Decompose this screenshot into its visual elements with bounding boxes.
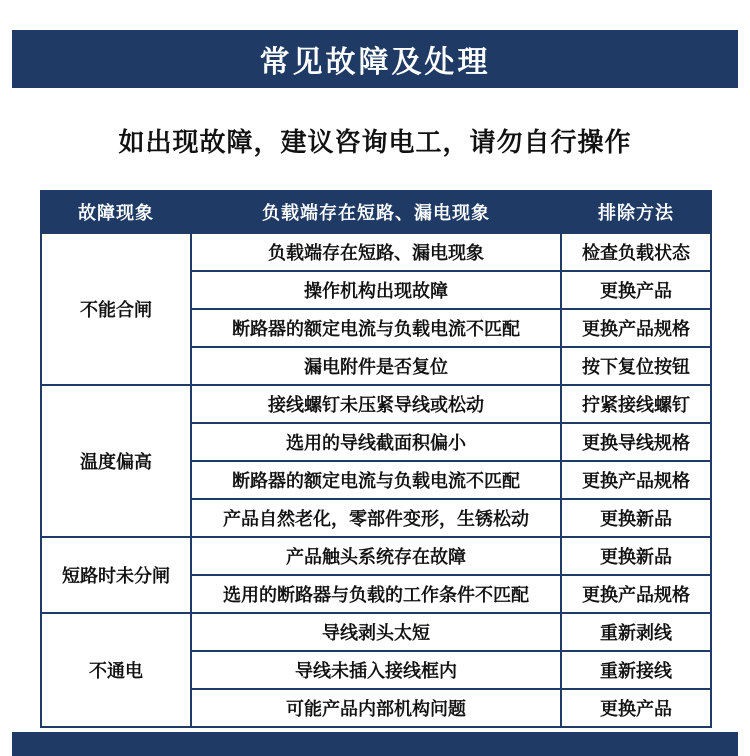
phenomenon-cell: 短路时未分闸 bbox=[41, 537, 191, 613]
solution-cell: 重新接线 bbox=[561, 651, 711, 689]
table-row bbox=[41, 385, 711, 423]
header-row bbox=[41, 191, 711, 233]
page-title: 常见故障及处理 bbox=[259, 46, 491, 79]
solution-cell: 检查负载状态 bbox=[561, 233, 711, 271]
solution-cell: 更换新品 bbox=[561, 537, 711, 575]
solution-cell: 更换产品 bbox=[561, 689, 711, 727]
cause-cell: 操作机构出现故障 bbox=[191, 271, 561, 309]
cause-cell: 断路器的额定电流与负载电流不匹配 bbox=[191, 461, 561, 499]
solution-cell: 重新剥线 bbox=[561, 613, 711, 651]
fault-table bbox=[40, 190, 712, 728]
cause-cell: 产品触头系统存在故障 bbox=[191, 537, 561, 575]
solution-cell: 更换产品 bbox=[561, 271, 711, 309]
cause-cell: 选用的导线截面积偏小 bbox=[191, 423, 561, 461]
phenomenon-cell: 不通电 bbox=[41, 613, 191, 727]
cause-cell: 漏电附件是否复位 bbox=[191, 347, 561, 385]
fault-table-wrap bbox=[40, 190, 710, 728]
solution-cell: 更换产品规格 bbox=[561, 575, 711, 613]
fault-table-body bbox=[41, 233, 711, 727]
fault-table-head bbox=[41, 191, 711, 233]
title-bar bbox=[12, 30, 738, 88]
table-row bbox=[41, 233, 711, 271]
solution-cell: 更换导线规格 bbox=[561, 423, 711, 461]
cause-cell: 可能产品内部机构问题 bbox=[191, 689, 561, 727]
cause-cell: 负载端存在短路、漏电现象 bbox=[191, 233, 561, 271]
phenomenon-cell: 不能合闸 bbox=[41, 233, 191, 385]
cause-cell: 导线剥头太短 bbox=[191, 613, 561, 651]
header-solution: 排除方法 bbox=[561, 191, 711, 233]
solution-cell: 更换产品规格 bbox=[561, 461, 711, 499]
cause-cell: 接线螺钉未压紧导线或松动 bbox=[191, 385, 561, 423]
cause-cell: 产品自然老化，零部件变形，生锈松动 bbox=[191, 499, 561, 537]
solution-cell: 按下复位按钮 bbox=[561, 347, 711, 385]
solution-cell: 更换新品 bbox=[561, 499, 711, 537]
cause-cell: 导线未插入接线框内 bbox=[191, 651, 561, 689]
table-row bbox=[41, 613, 711, 651]
header-cause: 负载端存在短路、漏电现象 bbox=[191, 191, 561, 233]
header-phenomenon: 故障现象 bbox=[41, 191, 191, 233]
cause-cell: 选用的断路器与负载的工作条件不匹配 bbox=[191, 575, 561, 613]
solution-cell: 拧紧接线螺钉 bbox=[561, 385, 711, 423]
phenomenon-cell: 温度偏高 bbox=[41, 385, 191, 537]
warning-subtitle: 如出现故障，建议咨询电工，请勿自行操作 bbox=[118, 127, 632, 157]
solution-cell: 更换产品规格 bbox=[561, 309, 711, 347]
bottom-bar bbox=[12, 732, 738, 756]
table-row bbox=[41, 537, 711, 575]
cause-cell: 断路器的额定电流与负载电流不匹配 bbox=[191, 309, 561, 347]
